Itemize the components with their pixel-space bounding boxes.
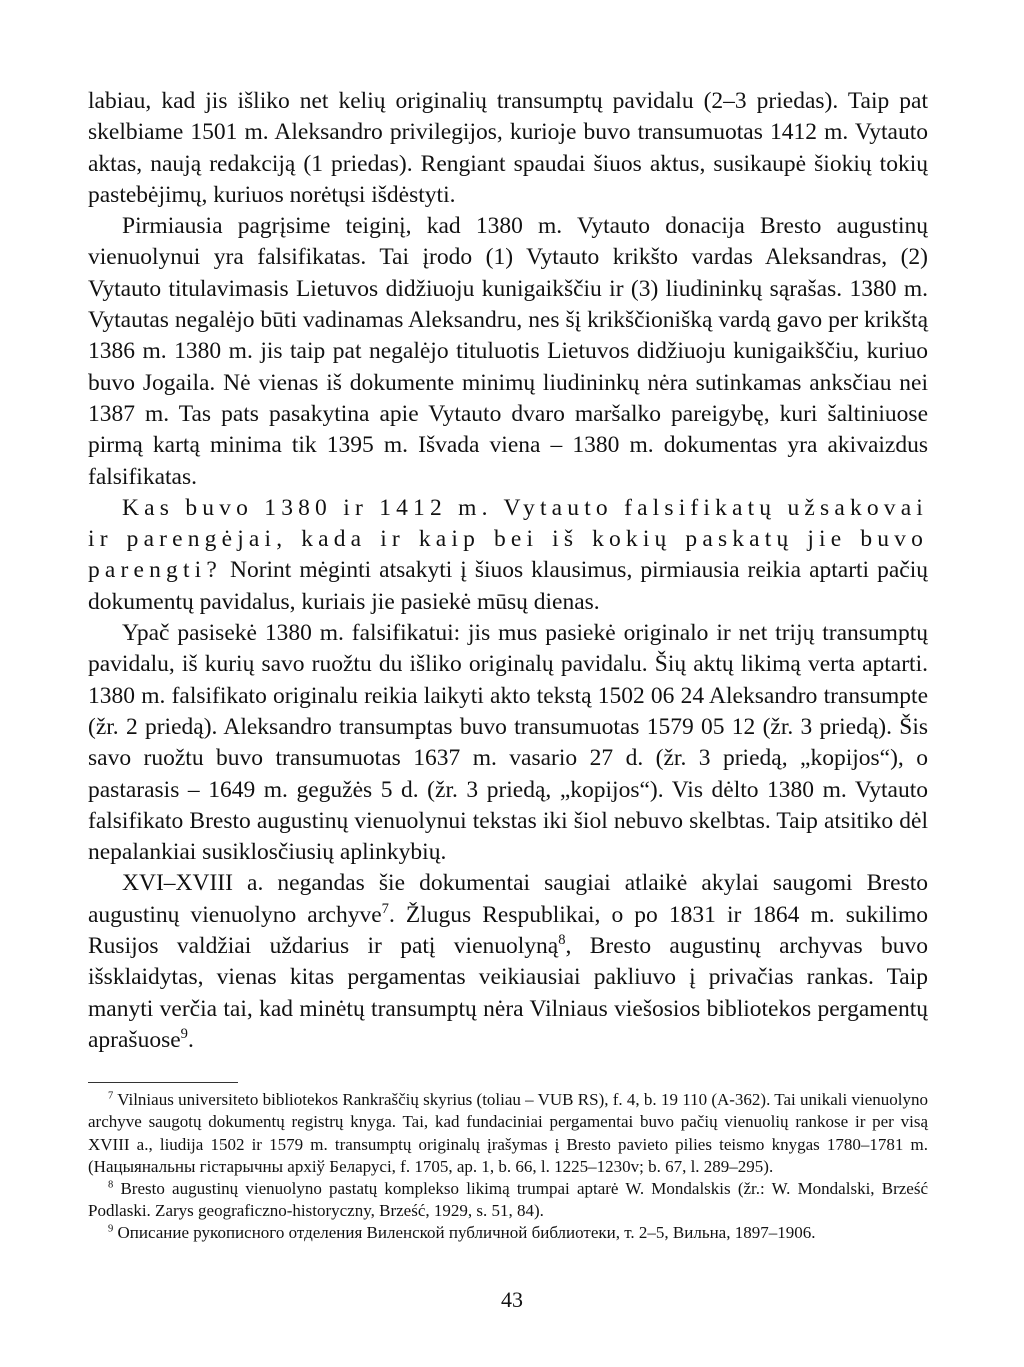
paragraph-5-part4: .	[187, 1026, 194, 1053]
paragraph-3-rest: Norint mėginti atsakyti į šiuos klausimus, pirmiausia reikia aptarti pačių dokumentų pavidalus, kuriais jie pasiekė mūsų dienas.	[88, 557, 928, 615]
footnote-7	[88, 1089, 928, 1178]
page-body	[88, 86, 928, 1245]
footnote-7-number: 7	[108, 1090, 114, 1102]
footnote-9-text: Описание рукописного отделения Виленской публичной библиотеки, т. 2–5, Вильна, 1897–1906.	[117, 1223, 816, 1243]
paragraph-3	[88, 493, 928, 618]
paragraph-5-part1: XVI–XVIII a. negandas šie dokumentai saugiai atlaikė akylai saugomi Bresto augustinų vienuolyno archyve	[88, 870, 928, 928]
paragraph-1: labiau, kad jis išliko net kelių originalių transumptų pavidalu (2–3 priedas). Taip pat skelbiame 1501 m. Aleksandro privilegijos, kurioje buvo transumuotas 1412 m. Vytauto aktas, naują redakciją (1 priedas). Rengiant spaudai šiuos aktus, susikaupė šiokių tokių pastebėjimų, kuriuos norėtųsi išdėstyti.	[88, 88, 928, 208]
footnote-ref-8: 8	[558, 932, 566, 949]
page-number: 43	[501, 1287, 523, 1312]
footnote-ref-9: 9	[180, 1026, 188, 1043]
footnote-8	[88, 1178, 928, 1222]
footnote-8-number: 8	[108, 1179, 114, 1191]
footnote-7-text: Vilniaus universiteto bibliotekos Rankraščių skyrius (toliau – VUB RS), f. 4, b. 19 110 (A-362). Tai unikali vienuolyno archyve saugotų dokumentų registrų knyga. Tai, kad fundaciniai pergamentai buvo pačių vienuolių rankose ir per visą XVIII a., liudija 1502 ir 1579 m. transumptų originalų įrašymas į Bresto pavieto pilies teismo knygas 1780–1781 m. (Нацыянальны гістарычны архіў Беларусі, f. 1705, ap. 1, b. 66, l. 1225–1230v; b. 67, l. 289–295).	[88, 1090, 928, 1176]
paragraph-4: Ypač pasisekė 1380 m. falsifikatui: jis mus pasiekė originalo ir net trijų transumptų pavidalu, iš kurių savo ruožtu du išliko originalų pavidalu. Šių aktų likimą verta aptarti. 1380 m. falsifikato originalu reikia laikyti akto tekstą 1502 06 24 Aleksandro transumpte (žr. 2 priedą). Aleksandro transumptas buvo transumuotas 1579 05 12 (žr. 3 priedą). Šis savo ruožtu buvo transumuotas 1637 m. vasario 27 d. (žr. 3 priedą, „kopijos“), o pastarasis – 1649 m. gegužės 5 d. (žr. 3 priedą, „kopijos“). Vis dėlto 1380 m. Vytauto falsifikato Bresto augustinų vienuolynui tekstas iki šiol nebuvo skelbtas. Taip atsitiko dėl nepalankiai susiklosčiusių aplinkybių.	[88, 620, 928, 866]
footnote-9-number: 9	[108, 1223, 114, 1235]
footnote-8-text: Bresto augustinų vienuolyno pastatų komplekso likimą trumpai aptarė W. Mondalskis (žr.: W. Mondalski, Brześć Podlaski. Zarys geograficzno-historyczny, Brześć, 1929, s. 51, 84).	[88, 1179, 928, 1221]
paragraph-5	[88, 868, 928, 1056]
footnote-divider	[88, 1082, 238, 1083]
footnote-ref-7: 7	[381, 900, 389, 917]
spaced-question: Kas buvo 1380 ir 1412 m. Vytauto falsifikatų užsakovai ir parengėjai, kada ir kaip bei iš kokių paskatų jie buvo parengti?	[88, 494, 928, 584]
paragraph-5-part3: , Bresto augustinų archyvas buvo išsklaidytas, vienas kitas pergamentas veikiausiai pakliuvo į privačias rankas. Taip manyti verčia tai, kad minėtų transumptų nėra Vilniaus viešosios bibliotekos pergamentų aprašuose	[88, 933, 928, 1053]
footnote-9	[88, 1222, 928, 1244]
paragraph-5-part2: . Žlugus Respublikai, o po 1831 ir 1864 m. sukilimo Rusijos valdžiai uždarius ir patį vienuolyną	[88, 901, 928, 960]
paragraph-2: Pirmiausia pagrįsime teiginį, kad 1380 m. Vytauto donacija Bresto augustinų vienuolynui yra falsifikatas. Tai įrodo (1) Vytauto krikšto vardas Aleksandras, (2) Vytauto titulavimasis Lietuvos didžiuoju kunigaikščiu ir (3) liudininkų sąrašas. 1380 m. Vytautas negalėjo būti vadinamas Aleksandru, nes šį krikščionišką vardą gavo per krikštą 1386 m. 1380 m. jis taip pat negalėjo tituluotis Lietuvos didžiuoju kunigaikščiu, kuriuo buvo Jogaila. Nė vienas iš dokumente minimų liudininkų nėra sutinkamas anksčiau nei 1387 m. Tas pats pasakytina apie Vytauto dvaro maršalko pareigybę, kuri šaltiniuose pirmą kartą minima tik 1395 m. Išvada viena – 1380 m. dokumentas yra akivaizdus falsifikatas.	[88, 213, 928, 490]
